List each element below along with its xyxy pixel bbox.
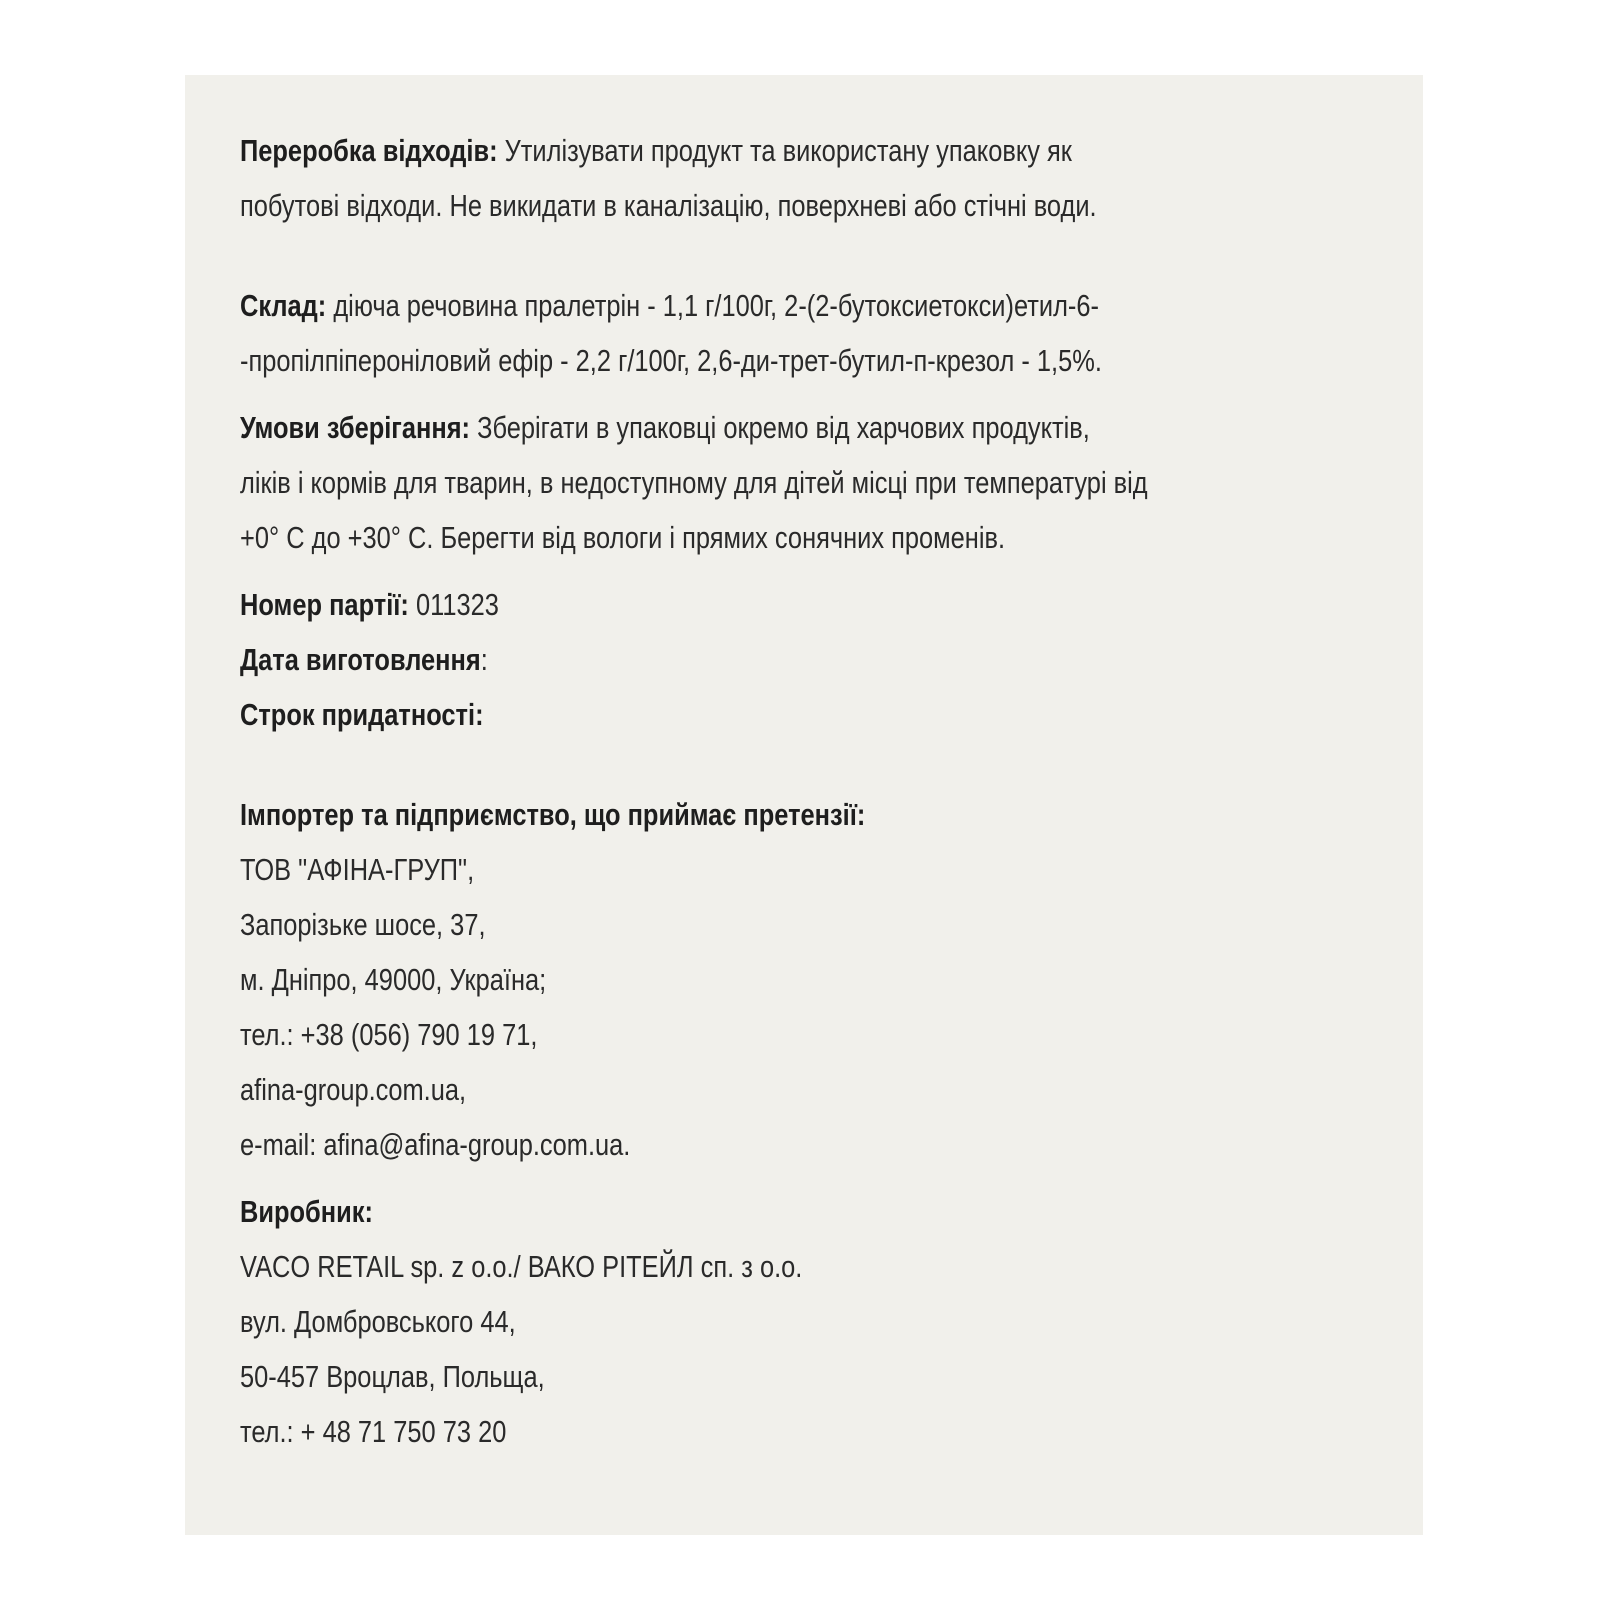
manufacturer-label: Виробник: <box>240 1194 373 1229</box>
waste-text-2: побутові відходи. Не викидати в каналізацію, поверхневі або стічні води. <box>240 188 1097 223</box>
importer-line: Запорізьке шосе, 37, <box>240 907 486 942</box>
composition-label: Склад: <box>240 288 327 323</box>
manufacturer-line: VACO RETAIL sp. z o.o./ ВАКО РІТЕЙЛ сп. з о.о. <box>240 1249 803 1284</box>
waste-line-1 <box>240 123 1183 178</box>
batch-line <box>240 577 1183 632</box>
importer-section <box>240 787 1183 1172</box>
storage-text-2: ліків і кормів для тварин, в недоступному для дітей місці при температурі від <box>240 465 1148 500</box>
manufacture-date-colon: : <box>480 642 488 677</box>
storage-text-1: Зберігати в упаковці окремо від харчових продуктів, <box>470 410 1090 445</box>
manufacturer-line: вул. Домбровського 44, <box>240 1304 516 1339</box>
batch-label: Номер партії: <box>240 587 409 622</box>
composition-text-1: діюча речовина пралетрін - 1,1 г/100г, 2-(2-бутоксиетокси)етил-6- <box>326 288 1099 323</box>
storage-label: Умови зберігання: <box>240 410 471 445</box>
importer-label: Імпортер та підприємство, що приймає претензії: <box>240 797 866 832</box>
expiry-label: Строк придатності: <box>240 697 484 732</box>
waste-text-1: Утилізувати продукт та використану упаковку як <box>497 133 1072 168</box>
importer-line: м. Дніпро, 49000, Україна; <box>240 962 547 997</box>
manufacturer-section <box>240 1184 1183 1459</box>
manufacture-date-label: Дата виготовлення <box>240 642 481 677</box>
composition-section <box>240 278 1183 388</box>
batch-info <box>240 577 1183 742</box>
importer-line: ТОВ "АФІНА-ГРУП", <box>240 852 475 887</box>
waste-label: Переробка відходів: <box>240 133 498 168</box>
manufacturer-phone: тел.: + 48 71 750 73 20 <box>240 1414 507 1449</box>
label-text <box>240 123 1183 1459</box>
manufacture-date-line <box>240 632 1183 687</box>
importer-email: e-mail: afina@afina-group.com.ua. <box>240 1127 631 1162</box>
manufacturer-line: 50-457 Вроцлав, Польща, <box>240 1359 545 1394</box>
batch-value: 011323 <box>408 587 499 622</box>
storage-section <box>240 400 1183 565</box>
importer-website: afina-group.com.ua, <box>240 1072 467 1107</box>
importer-phone: тел.: +38 (056) 790 19 71, <box>240 1017 538 1052</box>
storage-line-1 <box>240 400 1183 455</box>
composition-line-1 <box>240 278 1183 333</box>
storage-text-3: +0° С до +30° С. Берегти від вологи і прямих сонячних променів. <box>240 520 1006 555</box>
label-card <box>185 75 1423 1535</box>
composition-text-2: -пропілпіпероніловий ефір - 2,2 г/100г, 2,6-ди-трет-бутил-п-крезол - 1,5%. <box>240 343 1102 378</box>
waste-section <box>240 123 1183 233</box>
